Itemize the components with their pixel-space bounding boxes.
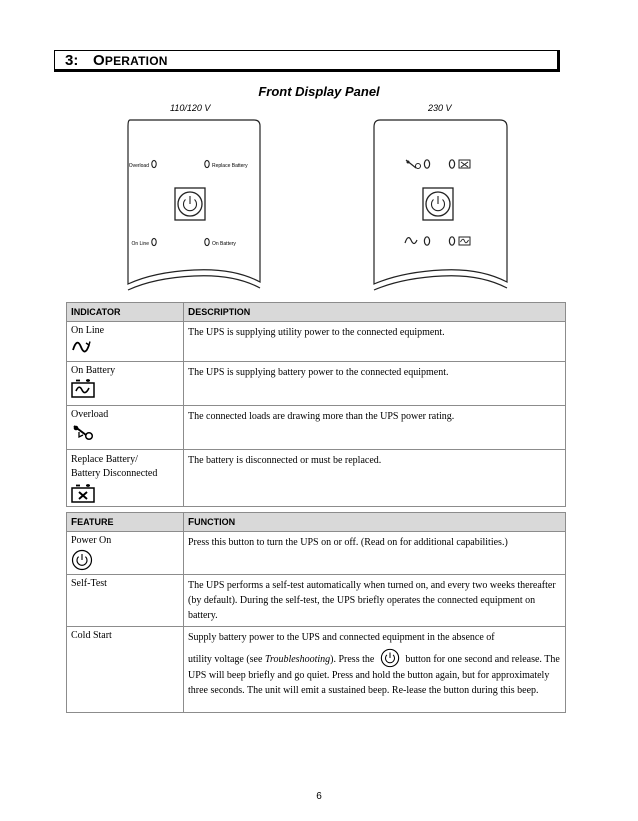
left-display-panel — [124, 118, 264, 298]
indicator-name-cell: On Line — [67, 322, 184, 362]
table-row — [67, 627, 566, 713]
feature-name-cell: Power On — [67, 532, 184, 575]
feature-description-cell: Supply battery power to the UPS and connected equipment in the absence of utility voltage (see Troubleshooting). Press the button for one second and release. The UPS will beep briefly and go quiet. Press and hold the button again, but for approximately three seconds. The unit will emit a sustained beep. Re-lease the button during this beep. — [184, 627, 566, 713]
on-line-led-icon — [152, 238, 156, 245]
overload-led-icon — [152, 160, 156, 167]
section-header — [54, 50, 560, 72]
replace-battery-led-icon — [205, 160, 209, 167]
overload-panel-label: Overload — [128, 163, 149, 169]
panel-heading: Front Display Panel — [258, 84, 380, 99]
table-row — [67, 362, 566, 406]
feature-name-cell: Cold Start — [67, 627, 184, 713]
panel-power-button[interactable] — [175, 188, 205, 220]
feature-table — [66, 512, 566, 713]
sine-wave-symbol-icon — [405, 238, 417, 244]
right-voltage-label: 230 V — [428, 103, 452, 113]
indicator-description-cell: The UPS is supplying utility power to the connected equipment. — [184, 322, 566, 362]
section-title: OPERATION — [93, 52, 168, 69]
function-column-header: FUNCTION — [184, 513, 566, 532]
on-line-led-icon — [424, 237, 429, 245]
sine-wave-icon — [71, 339, 95, 355]
on-battery-led-icon — [449, 237, 454, 245]
panel-power-button[interactable] — [423, 188, 453, 220]
indicator-description-cell: The UPS is supplying battery power to the connected equipment. — [184, 362, 566, 406]
right-display-panel — [372, 116, 512, 300]
left-voltage-label: 110/120 V — [170, 103, 211, 113]
table-row — [67, 322, 566, 362]
on-line-panel-label: On Line — [131, 241, 149, 247]
overload-symbol-icon — [406, 160, 421, 169]
overload-led-icon — [424, 160, 429, 168]
replace-battery-led-icon — [449, 160, 454, 168]
battery-x-symbol-icon — [459, 160, 470, 168]
table-row — [67, 532, 566, 575]
on-battery-panel-label: On Battery — [212, 241, 236, 247]
replace-battery-panel-label: Replace Battery — [212, 163, 248, 169]
table-header-row — [67, 303, 566, 322]
table-row — [67, 406, 566, 450]
indicator-name-cell: Replace Battery/ Battery Disconnected — [67, 450, 184, 507]
on-battery-led-icon — [205, 238, 209, 245]
indicator-name-cell: On Battery — [67, 362, 184, 406]
battery-x-icon — [71, 484, 97, 503]
section-number: 3: — [65, 52, 79, 69]
table-row — [67, 575, 566, 627]
indicator-table — [66, 302, 566, 507]
indicator-column-header: INDICATOR — [67, 303, 184, 322]
page-number: 6 — [316, 791, 322, 802]
table-row — [67, 450, 566, 507]
power-button-icon — [71, 549, 93, 571]
power-button-icon — [380, 648, 400, 668]
feature-description-cell: Press this button to turn the UPS on or off. (Read on for additional capabilities.) — [184, 532, 566, 575]
indicator-description-cell: The battery is disconnected or must be replaced. — [184, 450, 566, 507]
battery-sine-icon — [71, 379, 97, 398]
indicator-description-cell: The connected loads are drawing more than the UPS power rating. — [184, 406, 566, 450]
indicator-name-cell: Overload — [67, 406, 184, 450]
feature-column-header: FEATURE — [67, 513, 184, 532]
table-header-row — [67, 513, 566, 532]
feature-description-cell: The UPS performs a self-test automatically when turned on, and every two weeks thereafter (by default). During the self-test, the UPS briefly operates the connected equipment on battery. — [184, 575, 566, 627]
battery-sine-symbol-icon — [459, 237, 470, 245]
overload-icon — [71, 423, 95, 441]
description-column-header: DESCRIPTION — [184, 303, 566, 322]
feature-name-cell: Self-Test — [67, 575, 184, 627]
